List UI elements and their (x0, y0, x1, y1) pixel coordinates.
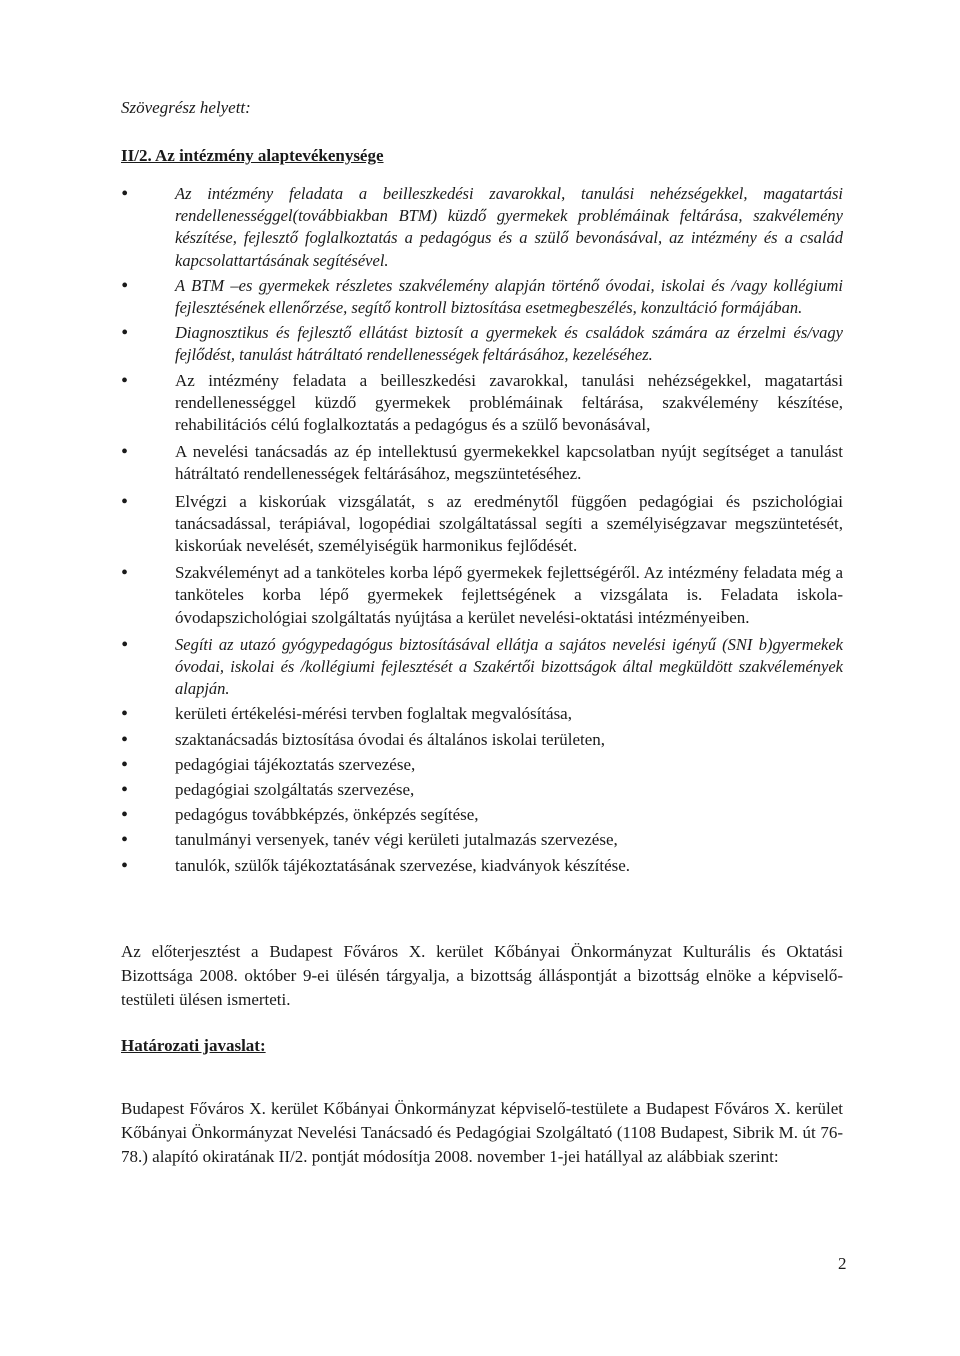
list-item: • kerületi értékelési-mérési tervben foglaltak megvalósítása, (121, 703, 843, 725)
list-item: • pedagógiai szolgáltatás szervezése, (121, 779, 843, 801)
list-item: • A BTM –es gyermekek részletes szakvélemény alapján történő óvodai, iskolai és /vagy kollégiumi fejlesztésének ellenőrzése, segítő kontroll biztosítása esetmegbeszélés, konzultáció formájában. (121, 275, 843, 319)
list-item: • pedagógus továbbképzés, önképzés segítése, (121, 804, 843, 826)
page-number: 2 (838, 1254, 847, 1273)
list-item: • Segíti az utazó gyógypedagógus biztosításával ellátja a sajátos nevelési igényű (SNI b)gyermekek óvodai, iskolai és /kollégiumi fejlesztését a Szakértői bizottságok által megküldött szakvélemények alapján. (121, 634, 843, 701)
list-item: • tanulók, szülők tájékoztatásának szervezése, kiadványok készítése. (121, 855, 843, 877)
list-item: • Szakvéleményt ad a tanköteles korba lépő gyermekek fejlettségéről. Az intézmény feladata még a tanköteles korba lépő gyermekek fejlettségének a vizsgálata is. Feladata iskola-óvodapszichológiai szolgáltatás nyújtása a kerület nevelési-oktatási intézményeiben. (121, 562, 843, 629)
list-item: • szaktanácsadás biztosítása óvodai és általános iskolai területen, (121, 729, 843, 751)
list-item: • Az intézmény feladata a beilleszkedési zavarokkal, tanulási nehézségekkel, magatartási rendellenességgel(továbbiakban BTM) küzdő gyermekek problémáinak feltárása, szakvélemény készítése, fejlesztő foglalkoztatás a pedagógus és a szülő bevonásával, az intézmény és a család kapcsolattartásának segítésével. (121, 183, 843, 272)
activity-list (121, 183, 843, 877)
list-item: • Diagnosztikus és fejlesztő ellátást biztosít a gyermekek és családok számára az érzelmi és/vagy fejlődést, tanulást hátráltató rendellenességek feltárásához, kezeléséhez. (121, 322, 843, 366)
list-item: • pedagógiai tájékoztatás szervezése, (121, 754, 843, 776)
resolution-heading: Határozati javaslat: (121, 1036, 266, 1055)
list-item: • A nevelési tanácsadás az ép intellektusú gyermekekkel kapcsolatban nyújt segítséget a tanulást hátráltató rendellenességek feltárásához, megszüntetéséhez. (121, 441, 843, 485)
section-heading: II/2. Az intézmény alaptevékenysége (121, 146, 384, 165)
list-item: • Az intézmény feladata a beilleszkedési zavarokkal, tanulási nehézségekkel, magatartási rendellenességgel küzdő gyermekek problémáinak feltárása, szakvélemény készítése, rehabilitációs célú foglalkoztatás a pedagógus és a szülő bevonásával, (121, 370, 843, 437)
committee-paragraph: Az előterjesztést a Budapest Főváros X. kerület Kőbányai Önkormányzat Kulturális és Oktatási Bizottsága 2008. október 9-ei ülésén tárgyalja, a bizottság álláspontját a bizottság elnöke a képviselő-testületi ülésen ismerteti. (121, 942, 843, 1009)
list-item: • Elvégzi a kiskorúak vizsgálatát, s az eredménytől függően pedagógiai és pszichológiai tanácsadással, terápiával, logopédiai szolgáltatással segíti a személyiségzavar megszüntetését, kiskorúak nevelését, személyiségük harmonikus fejlődését. (121, 491, 843, 558)
list-item: • tanulmányi versenyek, tanév végi kerületi jutalmazás szervezése, (121, 829, 843, 851)
intro-text: Szövegrész helyett: (121, 98, 251, 117)
resolution-paragraph: Budapest Főváros X. kerület Kőbányai Önkormányzat képviselő-testülete a Budapest Főváros X. kerület Kőbányai Önkormányzat Nevelési Tanácsadó és Pedagógiai Szolgáltató (1108 Budapest, Sibrik M. út 76-78.) alapító okiratának II/2. pontját módosítja 2008. november 1-jei hatállyal az alábbiak szerint: (121, 1099, 843, 1166)
